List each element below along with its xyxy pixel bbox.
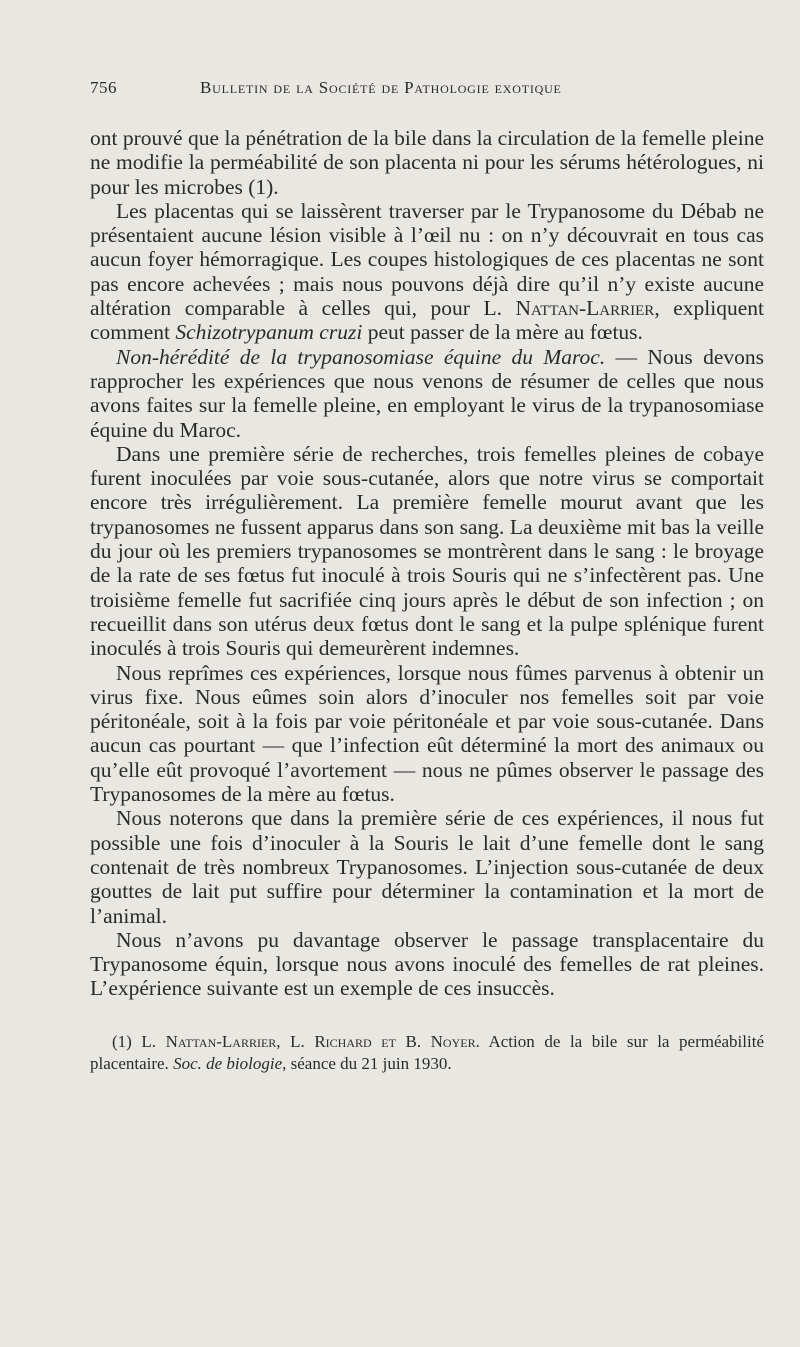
section-title: Non-hérédité de la trypanosomiase équine du Maroc. [116,344,606,369]
page-header [90,78,764,108]
paragraph-3 [90,345,764,442]
paragraph-2-mid: , expliquent comment [90,296,764,345]
paragraph-2 [90,199,764,345]
footnote-marker: (1) [112,1031,142,1051]
paragraph-5: Nous reprîmes ces expériences, lorsque nous fûmes parvenus à obtenir un virus fixe. Nous eûmes soin alors d’inoculer nos femelles soit par voie péritonéale, soit à la fois par voie péritonéale et par voie sous-cutanée. Dans aucun cas pourtant — que l’infection eût déterminé la mort des animaux ou qu’elle eût provoqué l’avortement — nous ne pûmes observer le passage des Trypanosomes de la mère au fœtus. [90,660,764,807]
footnote-1 [90,1031,764,1075]
paragraph-7: Nous n’avons pu davantage observer le passage transplacentaire du Trypanosome équin, lorsque nous avons inoculé des femelles de rat pleines. L’expérience suivante est un exemple de ces insuccès. [90,927,764,1001]
page-number: 756 [90,78,117,97]
paragraph-6: Nous noterons que dans la première série de ces expériences, il nous fut possible une fois d’inoculer à la Souris le lait d’une femelle dont le sang contenait de très nombreux Trypanosomes. L’injection sous-cutanée de deux gouttes de lait put suffire pour déterminer la contamination et la mort de l’animal. [90,806,764,928]
paragraph-1: ont prouvé que la pénétration de la bile dans la circulation de la femelle pleine ne modifie la perméabilité de son placenta ni pour les sérums hétérologues, ni pour les microbes (1). [90,126,764,199]
footnote-date: , séance du 21 juin 1930. [282,1053,452,1073]
author-name: Nattan-Larrier [515,296,655,321]
running-head: Bulletin de la Société de Pathologie exotique [200,78,562,97]
paragraph-4: Dans une première série de recherches, trois femelles pleines de cobaye furent inoculées par voie sous-cutanée, alors que notre virus se comportait encore très irrégulièrement. La première femelle mourut avant que les trypanosomes ne fussent apparus dans son sang. La deuxième mit bas la veille du jour où les premiers trypanosomes se montrèrent dans le sang : le broyage de la rate de ses fœtus fut inoculé à trois Souris qui ne s’infectèrent pas. Une troisième femelle fut sacrifiée cinq jours après le début de son infection ; on recueillit dans son utérus deux fœtus dont le sang et la pulpe splénique furent inoculés à trois Souris qui demeurèrent indemnes. [90,441,764,661]
footnote-authors: L. Nattan-Larrier, L. Richard et B. Noyer [141,1031,476,1051]
footnote-journal: Soc. de biologie [173,1053,283,1073]
article-body [90,126,764,1001]
paragraph-2-start: Les placentas qui se laissèrent traverser par le Trypanosome du Débab ne présentaient aucune lésion visible à l’œil nu : on n’y découvrait en tous cas aucun foyer hémorragique. Les coupes histologiques de ces placentas ne sont pas encore achevées ; mais nous pouvons déjà dire qu’il n’y existe aucune altération comparable à celles qui, pour L. [90,198,764,321]
paragraph-2-end: peut passer de la mère au fœtus. [362,320,643,345]
footnotes [90,1031,764,1075]
paragraph-3-text: — Nous devons rapprocher les expériences que nous venons de résumer de celles que nous avons faites sur la femelle pleine, en employant le virus de la trypanosomiase équine du Maroc. [90,344,764,442]
footnote-text: . Action de la bile sur la perméabilité placentaire. [90,1031,764,1073]
species-name: Schizotrypanum cruzi [175,320,363,345]
